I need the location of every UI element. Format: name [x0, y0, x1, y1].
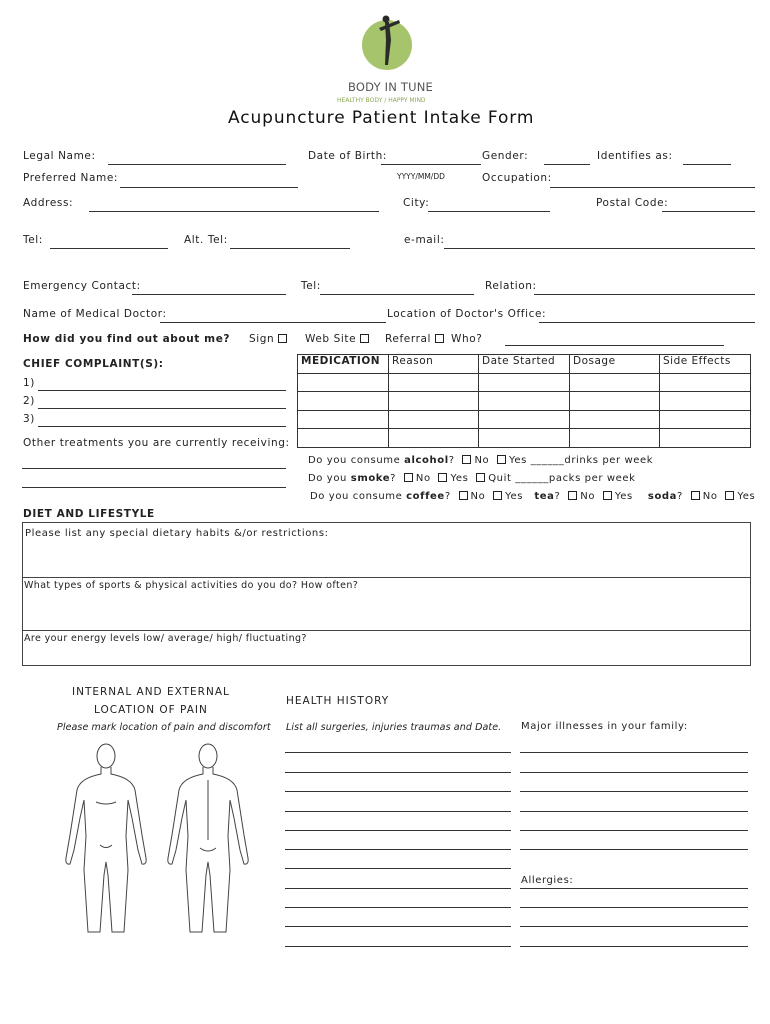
table-cell[interactable] — [389, 373, 479, 392]
email-label: e-mail: — [404, 234, 445, 246]
brand-name: BODY IN TUNE — [348, 80, 434, 94]
allergies-label: Allergies: — [521, 875, 574, 886]
occupation-label: Occupation: — [482, 172, 552, 184]
diet-habits-question: Please list any special dietary habits &/or restrictions: — [25, 528, 329, 539]
complaint-3-field[interactable] — [38, 426, 286, 427]
emergency-tel-field[interactable] — [320, 294, 474, 295]
table-cell[interactable] — [570, 429, 660, 448]
table-cell[interactable] — [479, 373, 570, 392]
complaint-3-label: 3) — [23, 413, 35, 425]
referral-question: How did you find out about me? — [23, 333, 231, 345]
address-label: Address: — [23, 197, 74, 209]
table-cell[interactable] — [389, 410, 479, 429]
pain-heading-line1: INTERNAL AND EXTERNAL — [72, 686, 230, 698]
energy-box[interactable] — [22, 630, 751, 666]
checkbox-icon[interactable] — [725, 491, 734, 500]
family-illness-label: Major illnesses in your family: — [521, 721, 688, 732]
family-line[interactable] — [520, 926, 748, 927]
dob-field[interactable] — [381, 164, 481, 165]
email-field[interactable] — [444, 248, 755, 249]
table-cell[interactable] — [298, 410, 389, 429]
other-treatments-label: Other treatments you are currently receiving: — [23, 437, 290, 449]
tea-word: tea — [534, 491, 555, 502]
alcohol-word: alcohol — [404, 455, 449, 466]
identifies-field[interactable] — [683, 164, 731, 165]
preferred-name-label: Preferred Name: — [23, 172, 119, 184]
smoke-question — [308, 473, 636, 484]
table-row[interactable] — [298, 392, 751, 411]
surgeries-label: List all surgeries, injuries traumas and Date. — [286, 722, 502, 733]
reason-header: Reason — [389, 355, 479, 374]
family-line[interactable] — [520, 946, 748, 947]
surgery-line[interactable] — [285, 926, 511, 927]
pain-heading-line2: LOCATION OF PAIN — [94, 704, 208, 716]
energy-question: Are your energy levels low/ average/ high/ fluctuating? — [24, 633, 307, 644]
occupation-field[interactable] — [550, 187, 755, 188]
table-row[interactable] — [298, 410, 751, 429]
question-mark: ? — [444, 491, 451, 502]
body-diagram[interactable] — [60, 740, 260, 935]
table-cell[interactable] — [298, 392, 389, 411]
smoke-suffix: packs per week — [548, 473, 636, 484]
question-mark: ? — [390, 473, 397, 484]
logo — [355, 10, 415, 75]
table-cell[interactable] — [479, 392, 570, 411]
medication-header: MEDICATION — [298, 355, 389, 374]
checkbox-icon[interactable] — [493, 491, 502, 500]
checkbox-icon[interactable] — [435, 334, 444, 343]
tel-label: Tel: — [23, 234, 43, 246]
doctor-label: Name of Medical Doctor: — [23, 308, 167, 320]
smoke-word: smoke — [350, 473, 391, 484]
city-field[interactable] — [428, 211, 550, 212]
page-title: Acupuncture Patient Intake Form — [228, 108, 535, 128]
surgery-line[interactable] — [285, 830, 511, 831]
surgery-line[interactable] — [285, 907, 511, 908]
no-label: No — [474, 455, 490, 466]
surgery-line[interactable] — [285, 772, 511, 773]
table-cell[interactable] — [389, 392, 479, 411]
table-cell[interactable] — [389, 429, 479, 448]
checkbox-icon[interactable] — [360, 334, 369, 343]
body-front-icon[interactable] — [66, 744, 146, 932]
blank-field[interactable]: ______ — [515, 473, 549, 484]
family-line[interactable] — [520, 849, 748, 850]
no-label: No — [702, 491, 718, 502]
side-effects-header: Side Effects — [660, 355, 751, 374]
checkbox-icon[interactable] — [691, 491, 700, 500]
complaint-1-field[interactable] — [38, 390, 286, 391]
alt-tel-label: Alt. Tel: — [184, 234, 228, 246]
checkbox-icon[interactable] — [462, 455, 471, 464]
address-field[interactable] — [89, 211, 379, 212]
identifies-label: Identifies as: — [597, 150, 673, 162]
preferred-name-field[interactable] — [120, 187, 298, 188]
doctor-field[interactable] — [160, 322, 386, 323]
sports-question: What types of sports & physical activities do you do? How often? — [24, 580, 359, 591]
yes-label: Yes — [737, 491, 756, 502]
other-treatments-field-1[interactable] — [22, 468, 286, 469]
smoke-prefix: Do you — [308, 473, 347, 484]
table-cell[interactable] — [660, 392, 751, 411]
no-label: No — [470, 491, 486, 502]
yes-label: Yes — [614, 491, 633, 502]
city-label: City: — [403, 197, 430, 209]
no-label: No — [580, 491, 596, 502]
referral-referral[interactable] — [385, 333, 447, 345]
relation-field[interactable] — [534, 294, 755, 295]
table-cell[interactable] — [479, 429, 570, 448]
checkbox-icon[interactable] — [568, 491, 577, 500]
alcohol-prefix: Do you consume — [308, 455, 401, 466]
alcohol-question — [308, 455, 653, 466]
referral-website-label: Web Site — [305, 333, 357, 345]
dob-label: Date of Birth: — [308, 150, 388, 162]
referral-who-label: Who? — [451, 333, 483, 345]
complaint-1-label: 1) — [23, 377, 35, 389]
legal-name-field[interactable] — [108, 164, 286, 165]
checkbox-icon[interactable] — [404, 473, 413, 482]
checkbox-icon[interactable] — [459, 491, 468, 500]
gender-field[interactable] — [544, 164, 590, 165]
table-cell[interactable] — [298, 373, 389, 392]
emergency-contact-label: Emergency Contact: — [23, 280, 141, 292]
referral-referral-label: Referral — [385, 333, 432, 345]
pain-note: Please mark location of pain and discomfort — [57, 722, 271, 733]
family-line[interactable] — [520, 830, 748, 831]
alcohol-suffix: drinks per week — [564, 455, 654, 466]
dob-format: YYYY/MM/DD — [397, 172, 445, 181]
checkbox-icon[interactable] — [278, 334, 287, 343]
question-mark: ? — [677, 491, 683, 502]
legal-name-label: Legal Name: — [23, 150, 96, 162]
table-cell[interactable] — [660, 410, 751, 429]
referral-website[interactable] — [305, 333, 372, 345]
surgery-line[interactable] — [285, 791, 511, 792]
date-started-header: Date Started — [479, 355, 570, 374]
table-row — [298, 355, 751, 374]
logo-icon — [355, 10, 415, 75]
surgery-line[interactable] — [285, 811, 511, 812]
surgery-line[interactable] — [285, 752, 511, 753]
brand-tagline: HEALTHY BODY / HAPPY MIND — [337, 97, 426, 104]
yes-label: Yes — [509, 455, 527, 466]
referral-who-field[interactable] — [505, 345, 724, 346]
no-label: No — [415, 473, 431, 484]
sports-box[interactable] — [22, 577, 751, 631]
doctor-location-field[interactable] — [539, 322, 755, 323]
diet-habits-box[interactable] — [22, 522, 751, 578]
checkbox-icon[interactable] — [497, 455, 506, 464]
checkbox-icon[interactable] — [603, 491, 612, 500]
gender-label: Gender: — [482, 150, 529, 162]
complaint-2-field[interactable] — [38, 408, 286, 409]
yes-label: Yes — [505, 491, 524, 502]
table-cell[interactable] — [570, 373, 660, 392]
table-row[interactable] — [298, 373, 751, 392]
family-line[interactable] — [520, 811, 748, 812]
chief-complaint-heading: CHIEF COMPLAINT(S): — [23, 358, 164, 370]
table-cell[interactable] — [479, 410, 570, 429]
quit-label: Quit — [488, 473, 512, 484]
surgery-line[interactable] — [285, 849, 511, 850]
family-line[interactable] — [520, 791, 748, 792]
complaint-2-label: 2) — [23, 395, 35, 407]
family-line[interactable] — [520, 907, 748, 908]
emergency-contact-field[interactable] — [132, 294, 286, 295]
postal-label: Postal Code: — [596, 197, 669, 209]
surgery-line[interactable] — [285, 868, 511, 869]
alt-tel-field[interactable] — [230, 248, 350, 249]
checkbox-icon[interactable] — [438, 473, 447, 482]
table-row[interactable] — [298, 429, 751, 448]
medication-table — [297, 354, 751, 448]
dosage-header: Dosage — [570, 355, 660, 374]
coffee-word: coffee — [406, 491, 445, 502]
question-mark: ? — [554, 491, 561, 502]
relation-label: Relation: — [485, 280, 537, 292]
blank-field[interactable]: ______ — [530, 455, 565, 466]
table-cell[interactable] — [660, 373, 751, 392]
table-cell[interactable] — [298, 429, 389, 448]
doctor-location-label: Location of Doctor's Office: — [387, 308, 547, 320]
family-line[interactable] — [520, 752, 748, 753]
emergency-tel-label: Tel: — [301, 280, 321, 292]
tel-field[interactable] — [50, 248, 168, 249]
postal-field[interactable] — [662, 211, 755, 212]
other-treatments-field-2[interactable] — [22, 487, 286, 488]
checkbox-icon[interactable] — [476, 473, 485, 482]
referral-sign[interactable] — [249, 333, 290, 345]
referral-sign-label: Sign — [249, 333, 275, 345]
coffee-prefix: Do you consume — [310, 491, 403, 502]
family-line[interactable] — [520, 772, 748, 773]
table-cell[interactable] — [660, 429, 751, 448]
coffee-question — [310, 491, 755, 502]
question-mark: ? — [448, 455, 455, 466]
surgery-line[interactable] — [285, 888, 511, 889]
table-cell[interactable] — [570, 410, 660, 429]
yes-label: Yes — [450, 473, 469, 484]
body-back-icon[interactable] — [168, 744, 248, 932]
surgery-line[interactable] — [285, 946, 511, 947]
family-line[interactable] — [520, 888, 748, 889]
health-history-heading: HEALTH HISTORY — [286, 695, 390, 707]
soda-word: soda — [647, 491, 678, 502]
table-cell[interactable] — [570, 392, 660, 411]
diet-heading: DIET AND LIFESTYLE — [23, 508, 155, 520]
